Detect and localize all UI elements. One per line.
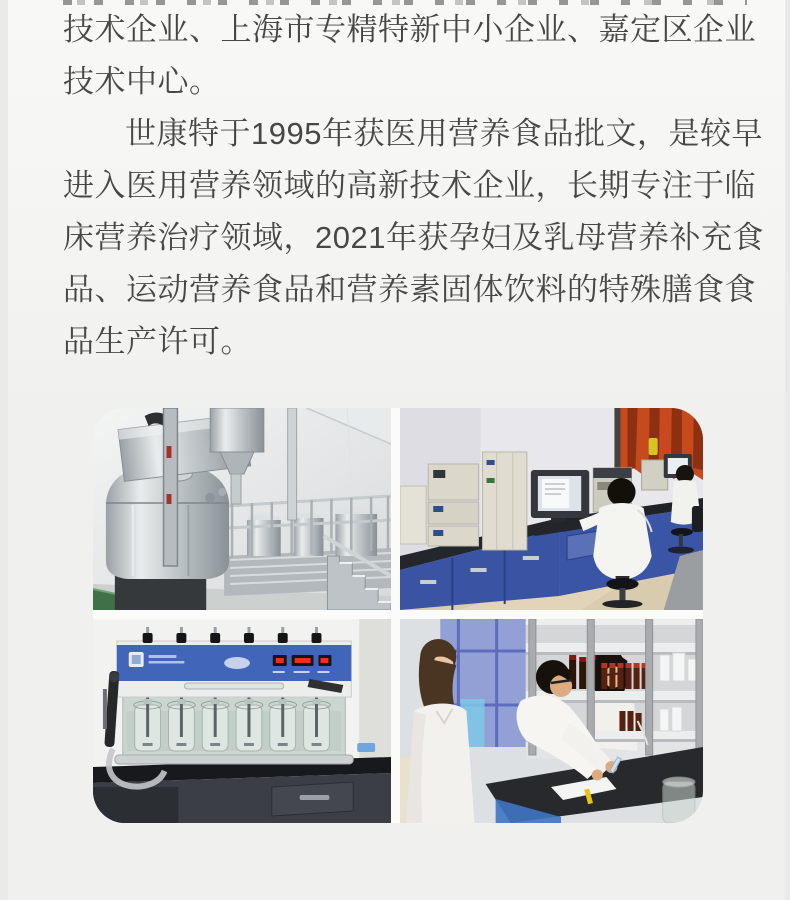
paragraph-1 — [63, 4, 756, 108]
text-line: 品生产许可。 — [63, 324, 252, 359]
photo-mixing-tank-equipment — [93, 408, 391, 610]
paragraph-2 — [63, 108, 764, 368]
photo-gallery — [93, 408, 703, 823]
dissolution-tester-illustration — [93, 619, 391, 823]
page-right-margin — [785, 0, 790, 900]
photo-lab-staff-bench — [400, 619, 703, 823]
mixing-tank-illustration — [93, 408, 391, 610]
chromatography-lab-illustration — [400, 408, 703, 610]
text-line: 技术中心。 — [63, 64, 221, 99]
text-line: 技术企业、上海市专精特新中小企业、嘉定区企业 — [63, 12, 756, 47]
text-line: 床营养治疗领域，2021年获孕妇及乳母营养补充食 — [63, 220, 764, 255]
lab-staff-illustration — [400, 619, 703, 823]
photo-chromatography-lab — [400, 408, 703, 610]
text-line: 世康特于1995年获医用营养食品批文，是较早 — [125, 116, 763, 151]
text-line: 进入医用营养领域的高新技术企业，长期专注于临 — [63, 168, 756, 203]
text-line: 品、运动营养食品和营养素固体饮料的特殊膳食食 — [63, 272, 756, 307]
photo-dissolution-tester — [93, 619, 391, 823]
company-intro-article — [63, 4, 764, 368]
page-left-margin — [0, 0, 8, 900]
